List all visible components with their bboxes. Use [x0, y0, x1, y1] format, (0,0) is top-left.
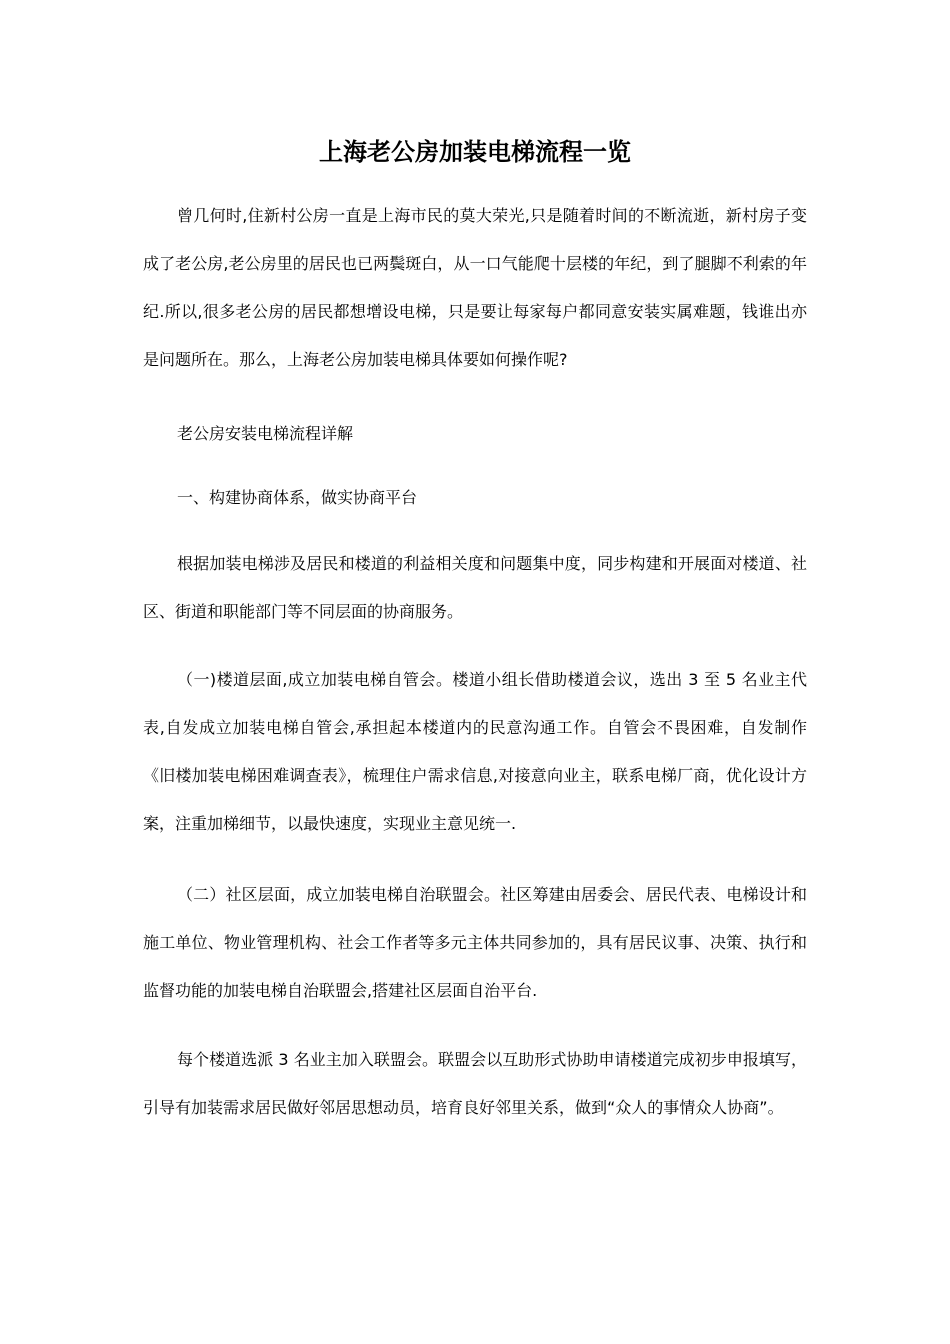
- intro-paragraph: 曾几何时,住新村公房一直是上海市民的莫大荣光,只是随着时间的不断流逝，新村房子变成了老公房,老公房里的居民也已两鬓斑白，从一口气能爬十层楼的年纪，到了腿脚不利索的年纪.所以,很多老公房的居民都想增设电梯，只是要让每家每户都同意安装实属难题，钱谁出亦是问题所在。那么，上海老公房加装电梯具体要如何操作呢?: [143, 206, 807, 369]
- heading-1: 一、构建协商体系，做实协商平台: [177, 488, 418, 507]
- paragraph-1: 根据加装电梯涉及居民和楼道的利益相关度和问题集中度，同步构建和开展面对楼道、社区、街道和职能部门等不同层面的协商服务。: [143, 554, 807, 621]
- document-title: 上海老公房加装电梯流程一览: [319, 138, 631, 166]
- paragraph-4: 每个楼道选派 3 名业主加入联盟会。联盟会以互助形式协助申请楼道完成初步申报填写，引导有加装需求居民做好邻居思想动员，培育良好邻里关系，做到“众人的事情众人协商”。: [143, 1050, 807, 1117]
- paragraph-2: （一)楼道层面,成立加装电梯自管会。楼道小组长借助楼道会议，选出 3 至 5 名业主代表,自发成立加装电梯自管会,承担起本楼道内的民意沟通工作。自管会不畏困难，自发制作《旧楼加装电梯困难调查表》，梳理住户需求信息,对接意向业主，联系电梯厂商，优化设计方案，注重加梯细节，以最快速度，实现业主意见统一.: [143, 670, 807, 833]
- section-title: 老公房安装电梯流程详解: [177, 424, 354, 443]
- paragraph-3: （二）社区层面，成立加装电梯自治联盟会。社区筹建由居委会、居民代表、电梯设计和施工单位、物业管理机构、社会工作者等多元主体共同参加的，具有居民议事、决策、执行和监督功能的加装电梯自治联盟会,搭建社区层面自治平台.: [143, 885, 807, 1000]
